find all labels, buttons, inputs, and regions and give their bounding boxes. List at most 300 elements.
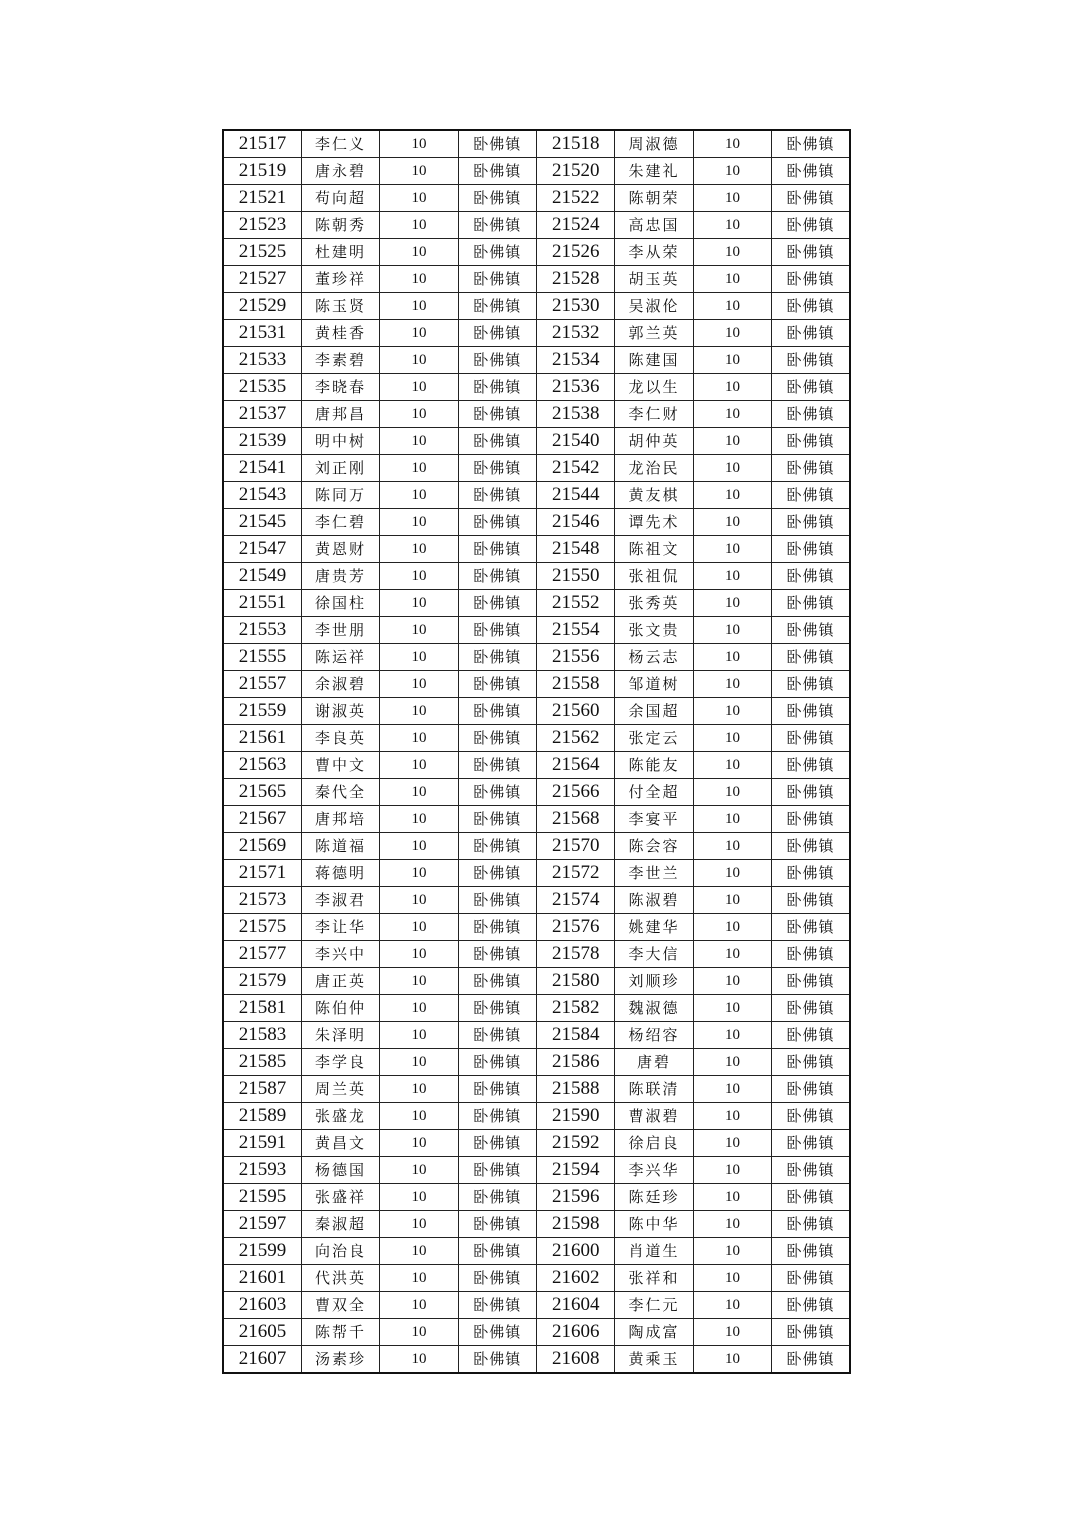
table-row [223, 833, 850, 860]
record-id-cell: 21601 [223, 1265, 301, 1292]
record-id-cell: 21518 [537, 130, 615, 158]
town-name-cell: 卧佛镇 [772, 1022, 850, 1049]
person-name-cell: 魏淑德 [615, 995, 693, 1022]
person-name-cell: 张祖侃 [615, 563, 693, 590]
record-id-cell: 21545 [223, 509, 301, 536]
quantity-cell: 10 [380, 158, 458, 185]
person-name-cell: 李学良 [301, 1049, 379, 1076]
table-row [223, 1049, 850, 1076]
person-name-cell: 胡仲英 [615, 428, 693, 455]
quantity-cell: 10 [693, 725, 771, 752]
person-name-cell: 李仁义 [301, 130, 379, 158]
quantity-cell: 10 [380, 320, 458, 347]
person-name-cell: 唐邦培 [301, 806, 379, 833]
person-name-cell: 周兰英 [301, 1076, 379, 1103]
record-id-cell: 21572 [537, 860, 615, 887]
town-name-cell: 卧佛镇 [458, 212, 536, 239]
record-id-cell: 21526 [537, 239, 615, 266]
town-name-cell: 卧佛镇 [772, 698, 850, 725]
record-id-cell: 21590 [537, 1103, 615, 1130]
quantity-cell: 10 [380, 995, 458, 1022]
record-id-cell: 21554 [537, 617, 615, 644]
person-name-cell: 李大信 [615, 941, 693, 968]
quantity-cell: 10 [380, 1265, 458, 1292]
quantity-cell: 10 [380, 185, 458, 212]
table-row [223, 671, 850, 698]
table-row [223, 320, 850, 347]
town-name-cell: 卧佛镇 [772, 455, 850, 482]
quantity-cell: 10 [693, 1346, 771, 1374]
town-name-cell: 卧佛镇 [458, 833, 536, 860]
quantity-cell: 10 [693, 995, 771, 1022]
record-id-cell: 21527 [223, 266, 301, 293]
table-row [223, 130, 850, 158]
town-name-cell: 卧佛镇 [772, 563, 850, 590]
record-id-cell: 21576 [537, 914, 615, 941]
record-id-cell: 21537 [223, 401, 301, 428]
town-name-cell: 卧佛镇 [772, 1130, 850, 1157]
person-name-cell: 李让华 [301, 914, 379, 941]
person-name-cell: 付全超 [615, 779, 693, 806]
person-name-cell: 唐贵芳 [301, 563, 379, 590]
person-name-cell: 徐启良 [615, 1130, 693, 1157]
quantity-cell: 10 [693, 1211, 771, 1238]
record-id-cell: 21578 [537, 941, 615, 968]
person-name-cell: 苟向超 [301, 185, 379, 212]
record-id-cell: 21582 [537, 995, 615, 1022]
person-name-cell: 陈帮千 [301, 1319, 379, 1346]
record-id-cell: 21525 [223, 239, 301, 266]
town-name-cell: 卧佛镇 [458, 941, 536, 968]
quantity-cell: 10 [380, 671, 458, 698]
quantity-cell: 10 [380, 779, 458, 806]
quantity-cell: 10 [380, 941, 458, 968]
quantity-cell: 10 [693, 1319, 771, 1346]
person-name-cell: 陈玉贤 [301, 293, 379, 320]
town-name-cell: 卧佛镇 [458, 1103, 536, 1130]
town-name-cell: 卧佛镇 [772, 130, 850, 158]
table-row [223, 347, 850, 374]
person-name-cell: 龙治民 [615, 455, 693, 482]
table-row [223, 1076, 850, 1103]
quantity-cell: 10 [380, 1130, 458, 1157]
town-name-cell: 卧佛镇 [772, 1238, 850, 1265]
record-id-cell: 21602 [537, 1265, 615, 1292]
person-name-cell: 周淑德 [615, 130, 693, 158]
record-id-cell: 21599 [223, 1238, 301, 1265]
town-name-cell: 卧佛镇 [458, 563, 536, 590]
person-name-cell: 谭先术 [615, 509, 693, 536]
table-row [223, 1130, 850, 1157]
person-name-cell: 曹中文 [301, 752, 379, 779]
town-name-cell: 卧佛镇 [772, 968, 850, 995]
quantity-cell: 10 [380, 239, 458, 266]
person-name-cell: 胡玉英 [615, 266, 693, 293]
town-name-cell: 卧佛镇 [458, 1157, 536, 1184]
person-name-cell: 张祥和 [615, 1265, 693, 1292]
quantity-cell: 10 [693, 158, 771, 185]
person-name-cell: 朱建礼 [615, 158, 693, 185]
quantity-cell: 10 [380, 482, 458, 509]
town-name-cell: 卧佛镇 [772, 779, 850, 806]
record-id-cell: 21556 [537, 644, 615, 671]
table-row [223, 995, 850, 1022]
quantity-cell: 10 [693, 239, 771, 266]
person-name-cell: 余国超 [615, 698, 693, 725]
table-row [223, 536, 850, 563]
table-row [223, 779, 850, 806]
table-row [223, 1211, 850, 1238]
quantity-cell: 10 [693, 1157, 771, 1184]
quantity-cell: 10 [693, 1292, 771, 1319]
quantity-cell: 10 [693, 130, 771, 158]
record-id-cell: 21595 [223, 1184, 301, 1211]
town-name-cell: 卧佛镇 [458, 320, 536, 347]
table-row [223, 158, 850, 185]
record-id-cell: 21598 [537, 1211, 615, 1238]
quantity-cell: 10 [380, 266, 458, 293]
record-id-cell: 21553 [223, 617, 301, 644]
quantity-cell: 10 [380, 293, 458, 320]
quantity-cell: 10 [693, 185, 771, 212]
person-name-cell: 明中树 [301, 428, 379, 455]
quantity-cell: 10 [380, 860, 458, 887]
person-name-cell: 谢淑英 [301, 698, 379, 725]
record-id-cell: 21567 [223, 806, 301, 833]
town-name-cell: 卧佛镇 [772, 617, 850, 644]
person-name-cell: 秦代全 [301, 779, 379, 806]
town-name-cell: 卧佛镇 [458, 347, 536, 374]
person-name-cell: 秦淑超 [301, 1211, 379, 1238]
town-name-cell: 卧佛镇 [458, 158, 536, 185]
person-name-cell: 余淑碧 [301, 671, 379, 698]
person-name-cell: 黄恩财 [301, 536, 379, 563]
town-name-cell: 卧佛镇 [458, 1130, 536, 1157]
person-name-cell: 李仁财 [615, 401, 693, 428]
quantity-cell: 10 [693, 563, 771, 590]
town-name-cell: 卧佛镇 [458, 860, 536, 887]
record-id-cell: 21555 [223, 644, 301, 671]
person-name-cell: 邹道树 [615, 671, 693, 698]
town-name-cell: 卧佛镇 [458, 1076, 536, 1103]
record-id-cell: 21539 [223, 428, 301, 455]
person-name-cell: 汤素珍 [301, 1346, 379, 1374]
record-id-cell: 21549 [223, 563, 301, 590]
person-name-cell: 龙以生 [615, 374, 693, 401]
town-name-cell: 卧佛镇 [772, 995, 850, 1022]
person-name-cell: 姚建华 [615, 914, 693, 941]
quantity-cell: 10 [380, 725, 458, 752]
town-name-cell: 卧佛镇 [772, 752, 850, 779]
person-name-cell: 李兴中 [301, 941, 379, 968]
town-name-cell: 卧佛镇 [772, 1265, 850, 1292]
quantity-cell: 10 [380, 509, 458, 536]
town-name-cell: 卧佛镇 [772, 914, 850, 941]
table-row [223, 185, 850, 212]
town-name-cell: 卧佛镇 [458, 428, 536, 455]
town-name-cell: 卧佛镇 [458, 806, 536, 833]
person-name-cell: 陈会容 [615, 833, 693, 860]
person-name-cell: 陈道福 [301, 833, 379, 860]
table-row [223, 1022, 850, 1049]
record-id-cell: 21561 [223, 725, 301, 752]
person-name-cell: 刘正刚 [301, 455, 379, 482]
quantity-cell: 10 [380, 1238, 458, 1265]
quantity-cell: 10 [693, 671, 771, 698]
record-id-cell: 21593 [223, 1157, 301, 1184]
table-row [223, 401, 850, 428]
town-name-cell: 卧佛镇 [772, 833, 850, 860]
quantity-cell: 10 [380, 914, 458, 941]
record-id-cell: 21542 [537, 455, 615, 482]
town-name-cell: 卧佛镇 [458, 779, 536, 806]
record-id-cell: 21606 [537, 1319, 615, 1346]
record-id-cell: 21557 [223, 671, 301, 698]
person-name-cell: 黄昌文 [301, 1130, 379, 1157]
record-id-cell: 21550 [537, 563, 615, 590]
record-id-cell: 21583 [223, 1022, 301, 1049]
record-id-cell: 21566 [537, 779, 615, 806]
table-row [223, 968, 850, 995]
quantity-cell: 10 [380, 644, 458, 671]
quantity-cell: 10 [693, 914, 771, 941]
town-name-cell: 卧佛镇 [772, 1211, 850, 1238]
quantity-cell: 10 [380, 617, 458, 644]
quantity-cell: 10 [693, 644, 771, 671]
person-name-cell: 肖道生 [615, 1238, 693, 1265]
town-name-cell: 卧佛镇 [772, 320, 850, 347]
record-id-cell: 21523 [223, 212, 301, 239]
record-id-cell: 21605 [223, 1319, 301, 1346]
town-name-cell: 卧佛镇 [458, 617, 536, 644]
quantity-cell: 10 [380, 698, 458, 725]
person-name-cell: 唐正英 [301, 968, 379, 995]
person-name-cell: 李宴平 [615, 806, 693, 833]
record-id-cell: 21584 [537, 1022, 615, 1049]
person-name-cell: 李世兰 [615, 860, 693, 887]
quantity-cell: 10 [380, 401, 458, 428]
record-id-cell: 21588 [537, 1076, 615, 1103]
person-name-cell: 董珍祥 [301, 266, 379, 293]
town-name-cell: 卧佛镇 [772, 806, 850, 833]
table-row [223, 239, 850, 266]
record-id-cell: 21535 [223, 374, 301, 401]
person-name-cell: 李素碧 [301, 347, 379, 374]
table-row [223, 806, 850, 833]
record-id-cell: 21580 [537, 968, 615, 995]
town-name-cell: 卧佛镇 [458, 509, 536, 536]
record-id-cell: 21589 [223, 1103, 301, 1130]
record-id-cell: 21569 [223, 833, 301, 860]
person-name-cell: 蒋德明 [301, 860, 379, 887]
record-id-cell: 21530 [537, 293, 615, 320]
quantity-cell: 10 [693, 1130, 771, 1157]
quantity-cell: 10 [380, 968, 458, 995]
record-id-cell: 21581 [223, 995, 301, 1022]
town-name-cell: 卧佛镇 [458, 752, 536, 779]
town-name-cell: 卧佛镇 [772, 239, 850, 266]
person-name-cell: 吴淑伦 [615, 293, 693, 320]
person-name-cell: 陈伯仲 [301, 995, 379, 1022]
quantity-cell: 10 [380, 590, 458, 617]
town-name-cell: 卧佛镇 [772, 1157, 850, 1184]
person-name-cell: 李从荣 [615, 239, 693, 266]
person-name-cell: 李良英 [301, 725, 379, 752]
record-id-cell: 21585 [223, 1049, 301, 1076]
table-row [223, 1238, 850, 1265]
town-name-cell: 卧佛镇 [458, 293, 536, 320]
quantity-cell: 10 [693, 509, 771, 536]
record-id-cell: 21521 [223, 185, 301, 212]
record-id-cell: 21544 [537, 482, 615, 509]
town-name-cell: 卧佛镇 [458, 1265, 536, 1292]
person-name-cell: 唐永碧 [301, 158, 379, 185]
town-name-cell: 卧佛镇 [772, 1292, 850, 1319]
town-name-cell: 卧佛镇 [458, 266, 536, 293]
record-id-cell: 21529 [223, 293, 301, 320]
record-id-cell: 21604 [537, 1292, 615, 1319]
table-row [223, 1103, 850, 1130]
table-row [223, 509, 850, 536]
record-id-cell: 21603 [223, 1292, 301, 1319]
town-name-cell: 卧佛镇 [772, 644, 850, 671]
quantity-cell: 10 [380, 212, 458, 239]
person-name-cell: 唐碧 [615, 1049, 693, 1076]
town-name-cell: 卧佛镇 [458, 1184, 536, 1211]
quantity-cell: 10 [693, 293, 771, 320]
quantity-cell: 10 [693, 590, 771, 617]
town-name-cell: 卧佛镇 [772, 1049, 850, 1076]
quantity-cell: 10 [380, 428, 458, 455]
town-name-cell: 卧佛镇 [772, 1076, 850, 1103]
quantity-cell: 10 [380, 1076, 458, 1103]
town-name-cell: 卧佛镇 [772, 536, 850, 563]
person-name-cell: 张文贵 [615, 617, 693, 644]
town-name-cell: 卧佛镇 [458, 536, 536, 563]
table-row [223, 725, 850, 752]
record-id-cell: 21592 [537, 1130, 615, 1157]
record-id-cell: 21574 [537, 887, 615, 914]
quantity-cell: 10 [380, 1022, 458, 1049]
record-id-cell: 21541 [223, 455, 301, 482]
quantity-cell: 10 [380, 1346, 458, 1374]
town-name-cell: 卧佛镇 [772, 293, 850, 320]
record-id-cell: 21563 [223, 752, 301, 779]
quantity-cell: 10 [380, 347, 458, 374]
town-name-cell: 卧佛镇 [458, 482, 536, 509]
table-row [223, 752, 850, 779]
person-name-cell: 陈联清 [615, 1076, 693, 1103]
town-name-cell: 卧佛镇 [458, 968, 536, 995]
table-row [223, 1265, 850, 1292]
town-name-cell: 卧佛镇 [458, 590, 536, 617]
person-name-cell: 陶成富 [615, 1319, 693, 1346]
record-id-cell: 21575 [223, 914, 301, 941]
town-name-cell: 卧佛镇 [772, 671, 850, 698]
person-name-cell: 陈中华 [615, 1211, 693, 1238]
town-name-cell: 卧佛镇 [772, 185, 850, 212]
person-name-cell: 李仁元 [615, 1292, 693, 1319]
record-id-cell: 21531 [223, 320, 301, 347]
town-name-cell: 卧佛镇 [772, 725, 850, 752]
quantity-cell: 10 [693, 1049, 771, 1076]
table-row [223, 590, 850, 617]
person-name-cell: 杜建明 [301, 239, 379, 266]
town-name-cell: 卧佛镇 [458, 1022, 536, 1049]
town-name-cell: 卧佛镇 [458, 698, 536, 725]
town-name-cell: 卧佛镇 [458, 401, 536, 428]
table-row [223, 428, 850, 455]
record-id-cell: 21565 [223, 779, 301, 806]
table-row [223, 1319, 850, 1346]
record-id-cell: 21536 [537, 374, 615, 401]
town-name-cell: 卧佛镇 [458, 914, 536, 941]
town-name-cell: 卧佛镇 [458, 1211, 536, 1238]
record-id-cell: 21532 [537, 320, 615, 347]
roster-table [222, 129, 851, 1374]
record-id-cell: 21570 [537, 833, 615, 860]
record-id-cell: 21520 [537, 158, 615, 185]
town-name-cell: 卧佛镇 [772, 590, 850, 617]
quantity-cell: 10 [380, 563, 458, 590]
quantity-cell: 10 [693, 482, 771, 509]
town-name-cell: 卧佛镇 [458, 995, 536, 1022]
table-row [223, 698, 850, 725]
quantity-cell: 10 [693, 536, 771, 563]
person-name-cell: 陈建国 [615, 347, 693, 374]
town-name-cell: 卧佛镇 [458, 887, 536, 914]
town-name-cell: 卧佛镇 [458, 1238, 536, 1265]
person-name-cell: 陈能友 [615, 752, 693, 779]
town-name-cell: 卧佛镇 [772, 428, 850, 455]
record-id-cell: 21558 [537, 671, 615, 698]
table-row [223, 374, 850, 401]
quantity-cell: 10 [380, 1103, 458, 1130]
town-name-cell: 卧佛镇 [458, 1319, 536, 1346]
table-row [223, 455, 850, 482]
town-name-cell: 卧佛镇 [458, 239, 536, 266]
town-name-cell: 卧佛镇 [772, 941, 850, 968]
person-name-cell: 唐邦昌 [301, 401, 379, 428]
record-id-cell: 21517 [223, 130, 301, 158]
town-name-cell: 卧佛镇 [458, 1346, 536, 1374]
person-name-cell: 张定云 [615, 725, 693, 752]
record-id-cell: 21560 [537, 698, 615, 725]
person-name-cell: 朱泽明 [301, 1022, 379, 1049]
table-row [223, 644, 850, 671]
town-name-cell: 卧佛镇 [772, 509, 850, 536]
record-id-cell: 21600 [537, 1238, 615, 1265]
person-name-cell: 陈廷珍 [615, 1184, 693, 1211]
town-name-cell: 卧佛镇 [458, 130, 536, 158]
quantity-cell: 10 [693, 1103, 771, 1130]
table-row [223, 293, 850, 320]
record-id-cell: 21564 [537, 752, 615, 779]
table-row [223, 617, 850, 644]
record-id-cell: 21519 [223, 158, 301, 185]
town-name-cell: 卧佛镇 [772, 1184, 850, 1211]
town-name-cell: 卧佛镇 [772, 1103, 850, 1130]
record-id-cell: 21587 [223, 1076, 301, 1103]
quantity-cell: 10 [380, 374, 458, 401]
record-id-cell: 21522 [537, 185, 615, 212]
town-name-cell: 卧佛镇 [458, 374, 536, 401]
table-row [223, 914, 850, 941]
quantity-cell: 10 [380, 833, 458, 860]
person-name-cell: 张秀英 [615, 590, 693, 617]
person-name-cell: 陈朝秀 [301, 212, 379, 239]
record-id-cell: 21528 [537, 266, 615, 293]
